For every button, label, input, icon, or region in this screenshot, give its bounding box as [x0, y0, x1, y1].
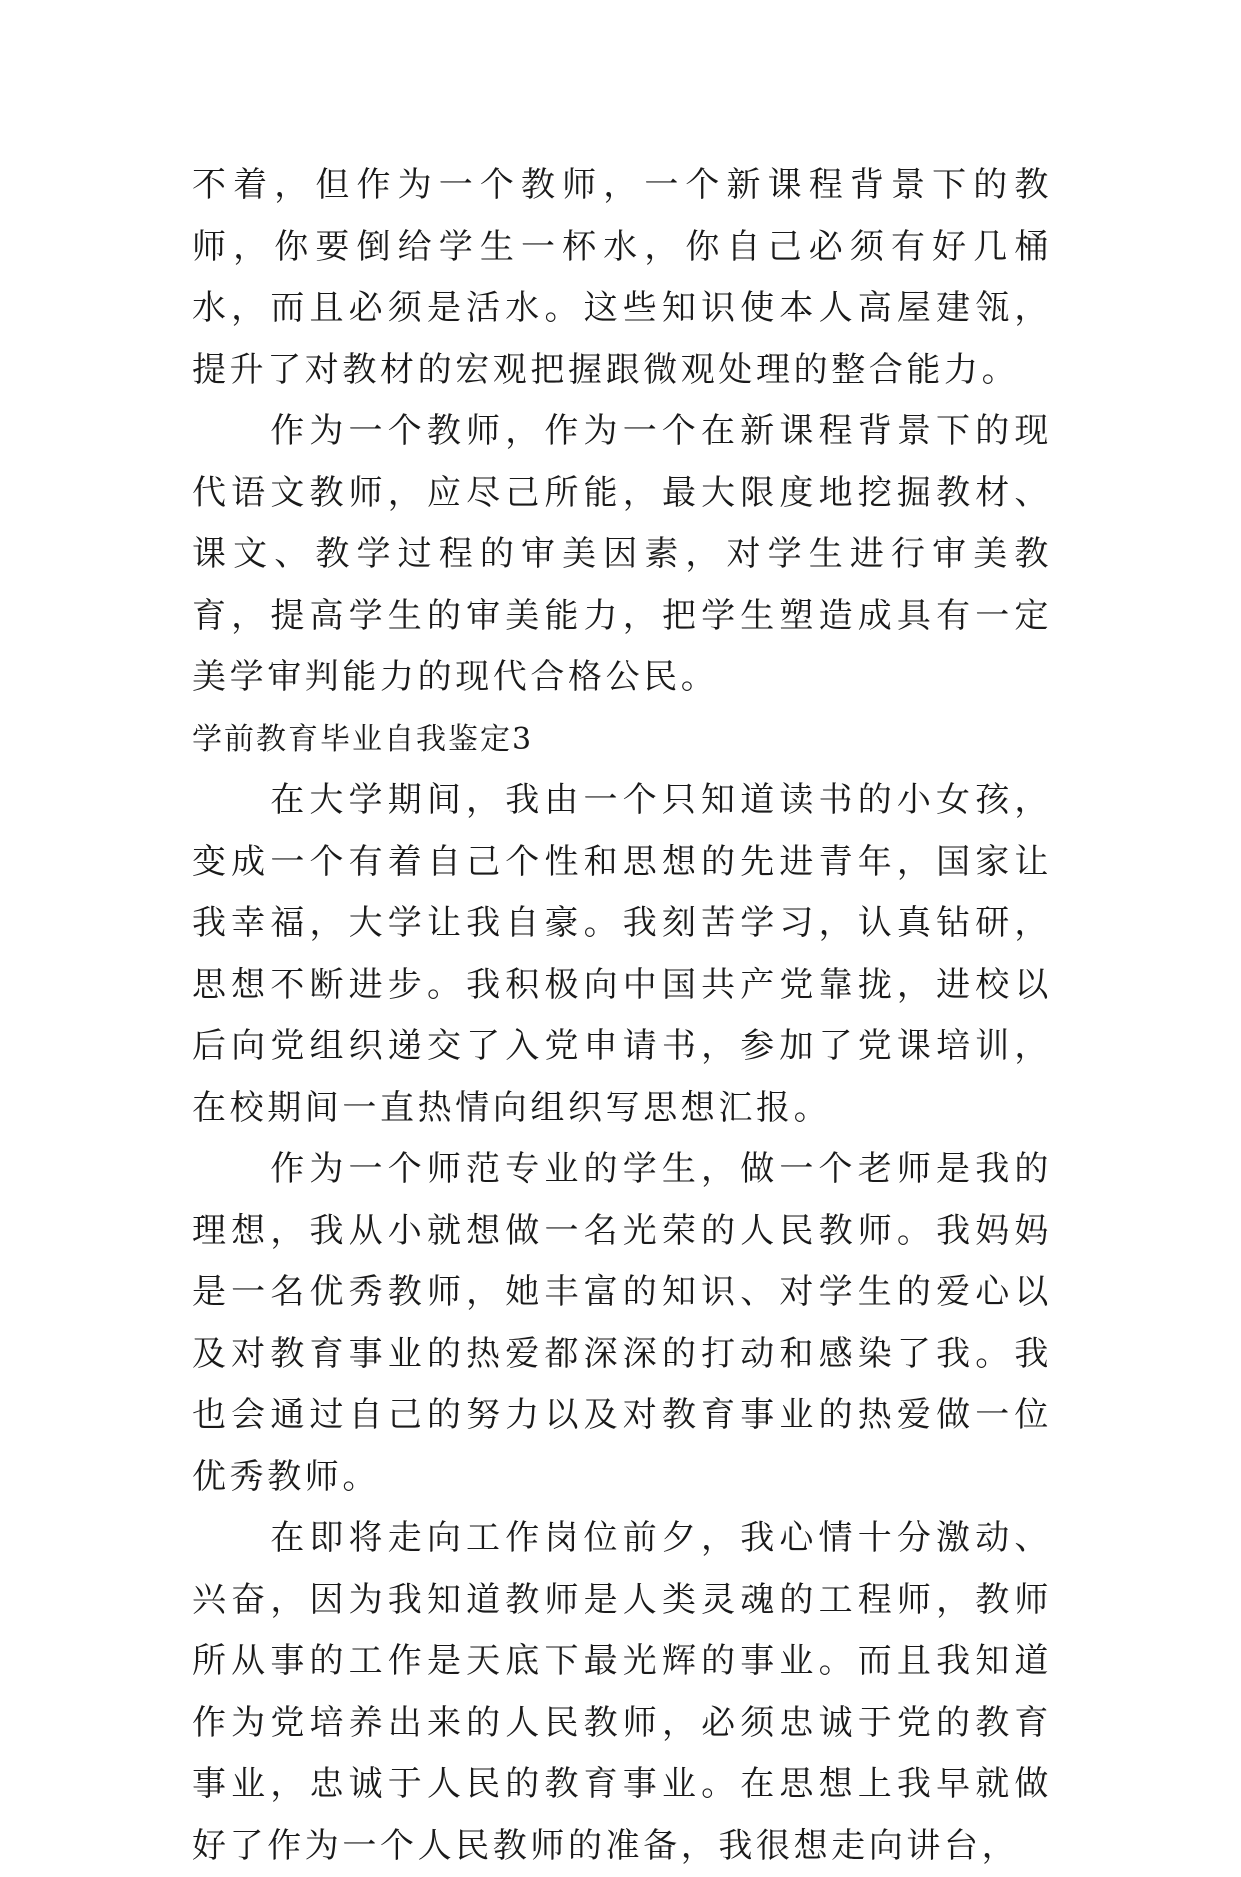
paragraph-teacher-ideal: 作为一个师范专业的学生，做一个老师是我的理想，我从小就想做一名光荣的人民教师。我妈妈是一名优秀教师，她丰富的知识、对学生的爱心以及对教育事业的热爱都深深的打动和感染了我。我也会通过自己的努力以及对教育事业的热爱做一位优秀教师。: [192, 1149, 1052, 1497]
paragraph-before-work: 在即将走向工作岗位前夕，我心情十分激动、兴奋，因为我知道教师是人类灵魂的工程师，教师所从事的工作是天底下最光辉的事业。而且我知道作为党培养出来的人民教师，必须忠诚于党的教育事业，忠诚于人民的教育事业。在思想上我早就做好了作为一个人民教师的准备，我很想走向讲台，: [192, 1518, 1052, 1866]
paragraph-continuation: 不着，但作为一个教师，一个新课程背景下的教师，你要倒给学生一杯水，你自己必须有好几桶水，而且必须是活水。这些知识使本人高屋建瓴，提升了对教材的宏观把握跟微观处理的整合能力。: [192, 165, 1052, 390]
paragraph-university-period: 在大学期间，我由一个只知道读书的小女孩，变成一个有着自己个性和思想的先进青年，国家让我幸福，大学让我自豪。我刻苦学习，认真钻研，思想不断进步。我积极向中国共产党靠拢，进校以后向党组织递交了入党申请书，参加了党课培训，在校期间一直热情向组织写思想汇报。: [192, 780, 1052, 1128]
section-heading: 学前教育毕业自我鉴定3: [192, 721, 534, 757]
paragraph-aesthetic-education: 作为一个教师，作为一个在新课程背景下的现代语文教师，应尽己所能，最大限度地挖掘教材、课文、教学过程的审美因素，对学生进行审美教育，提高学生的审美能力，把学生塑造成具有一定美学审判能力的现代合格公民。: [192, 411, 1052, 697]
document-body: [192, 155, 1052, 1877]
